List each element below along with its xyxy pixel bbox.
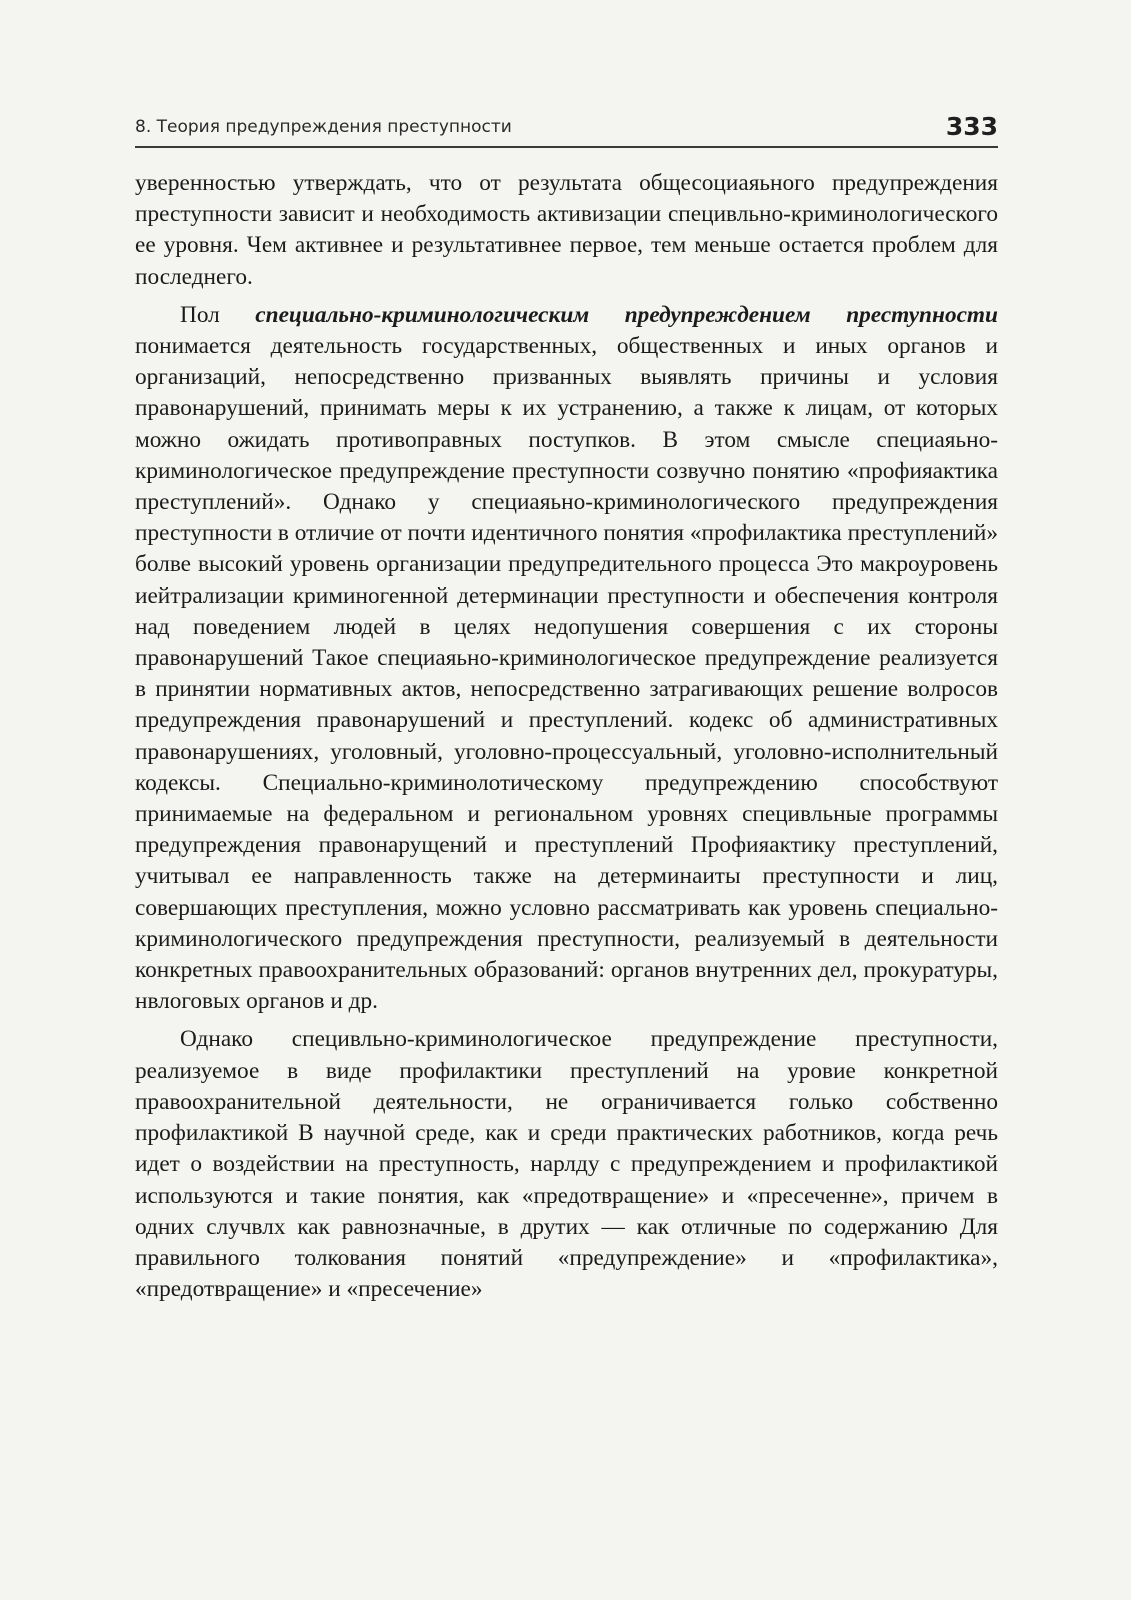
paragraph-lead: Пол	[180, 301, 220, 328]
paragraph-prevention	[135, 1024, 998, 1305]
paragraph-text: понимается деятельность государственных, общественных и иных органов и организаций, непосредственно призванных выявлять причины и условия правонарушений, принимать меры к их устранению, а также к лицам, от которых можно ожидать противоправных поступков. В этом смысле специаяьно-криминологическое предупреждение преступности созвучно понятию «профияактика преступлений». Однако у специаяьно-криминологического предупреждения преступности в отличие от почти идентичного понятия «профилактика преступлений» болве высокий уровень организации предупредительного процесса Это макроуровень иейтрализации криминогенной детерминации преступности и обеспечения контроля над поведением людей в целях недопушения совершения с их стороны правонарушений Такое специаяьно-криминологическое предупреждение реализуется в принятии нормативных актов, непосредственно затрагивающих решение волросов предупреждения правонарушений и преступлений. кодекс об административных правонарушениях, уголовный, уголовно-процессуальный, уголовно-исполнительный кодексы. Специально-криминолотическому предупреждению способствуют принимаемые на федеральном и региональном уровнях специвльные программы предупреждения правонарущений и преступлений Профияактику преступлений, учитывал ее направленность также на детерминаиты преступности и лиц, совершающих преступления, можно условно рассматривать как уровень специально-криминологического предупреждения преступности, реализуемый в деятельности конкретных правоохранительных образований: органов внутренних дел, прокуратуры, нвлоговых органов и др.	[135, 333, 998, 1015]
paragraph-text: Однако специвльно-криминологическое предупреждение преступности, реализуемое в виде профилактики преступлений на уровие конкретной правоохранительной деятельности, не ограничивается голько собственно профилактикой В научной среде, как и среди практических работников, когда речь идет о воздействии на преступность, нарлду с предупреждением и профилактикой используются и такие понятия, как «предотвращение» и «пресеченне», причем в одних случвлх как равнозначные, в друтих — как отличные по содержанию Для правильного толкования понятий «предупреждение» и «профилактика», «предотвращение» и «пресечение»	[135, 1026, 998, 1303]
paragraph-definition	[135, 300, 998, 1018]
paragraph-continuation	[135, 168, 998, 293]
running-header	[135, 114, 998, 148]
paragraph-text: уверенностью утверждать, что от результата общесоциаяьного предупреждения преступности зависит и необходимость активизации специвльно-криминологического ее уровня. Чем активнее и результативнее первое, тем меньше остается проблем для последнего.	[135, 170, 998, 290]
page-number: 333	[945, 112, 998, 141]
body-text	[135, 168, 998, 1305]
defined-term: специально-криминологическим предупреждением преступности	[255, 301, 999, 328]
chapter-title: 8. Теория предупреждения преступности	[135, 117, 512, 137]
